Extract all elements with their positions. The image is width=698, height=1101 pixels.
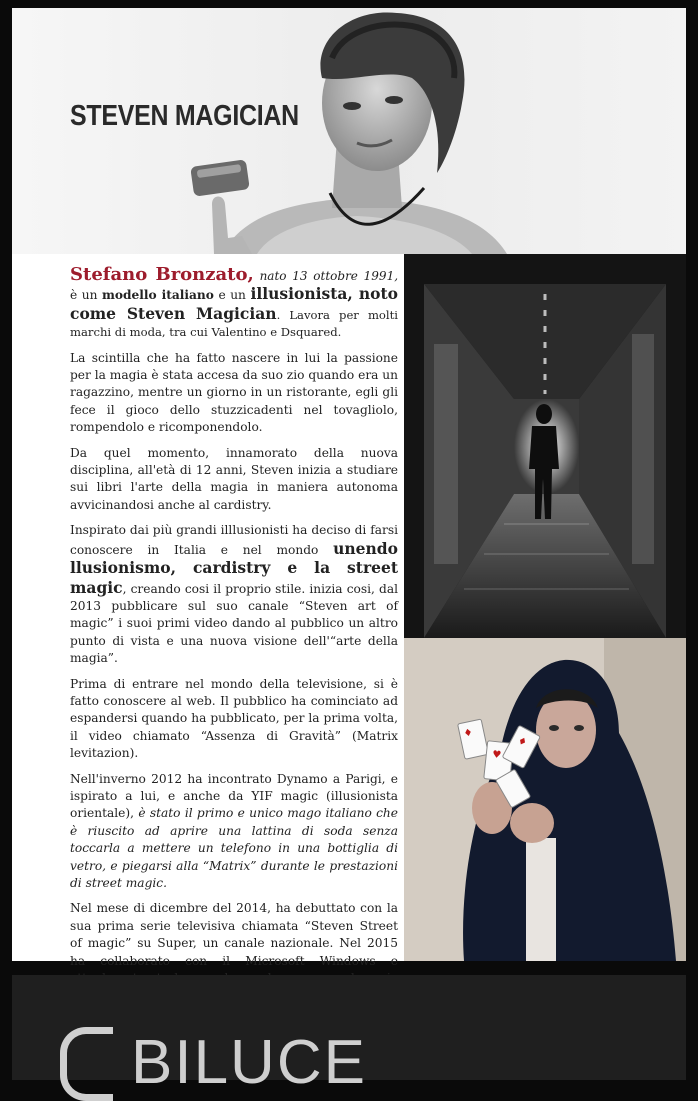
paragraph-text: . Lavora per molti marchi di moda, tra cui Valentino e Dsquared.: [70, 307, 398, 340]
paragraph-text: e un: [218, 288, 246, 303]
brand-mark-icon: [60, 1027, 113, 1101]
portrait-photo-header: [162, 8, 562, 254]
article-body: [70, 266, 398, 1013]
page-title: STEVEN MAGICIAN: [70, 100, 299, 132]
article-paragraph-7: Nel mese di dicembre del 2014, ha debuttato con la sua prima serie televisiva chiamata “Steven Street of magic” su Super, un canale nazionale. Nel 2015 ha collaborato con il Microsoft Windows e: [70, 901, 398, 968]
paragraph-bold: unendo llusionismo, cardistry e la street magic: [70, 538, 398, 597]
birth-date: nato 13 ottobre 1991,: [259, 269, 399, 283]
brand-logo-text: BILUCE: [131, 1028, 367, 1097]
paragraph-bold: modello italiano: [102, 288, 214, 303]
corridor-photo: [404, 254, 686, 638]
svg-text:♦: ♦: [515, 735, 529, 750]
article-paragraph-6: [70, 771, 398, 893]
header-banner: [12, 8, 686, 254]
paragraph-text: è un: [70, 288, 98, 303]
svg-text:♦: ♦: [462, 727, 474, 740]
person-name: Stefano Bronzato,: [70, 264, 254, 285]
article-paragraph-1: [70, 266, 398, 342]
magazine-page: [12, 8, 686, 968]
paragraph-text: Nell'inverno 2012 ha incontrato Dynamo a Parigi, e ispirato a lui, e anche da YIF magic (illusionista orientale),: [70, 771, 398, 821]
svg-text:♥: ♥: [491, 749, 502, 762]
footer-banner: [12, 975, 686, 1097]
paragraph-text: , creando cosi il proprio stile. inizia cosi, dal 2013 pubblicare sul suo canale “Steven art of magic” i suoi primi video dando al pubblico un altro punto di vista e una nuova visione dell'“arte della magia”.: [70, 581, 398, 666]
card-trick-photo: [404, 638, 686, 961]
article-paragraph-2: La scintilla che ha fatto nascere in lui la passione per la magia è stata accesa da suo zio quando era un ragazzino, mentre un giorno in un ristorante, egli gli fece il gioco dello stuzzicadenti nel tovagliolo, rompendolo e ricomponendolo.: [70, 350, 398, 435]
paragraph-text: Inspirato dai più grandi illlusionisti ha deciso di farsi conoscere in Italia e nel mondo: [70, 523, 398, 557]
article-paragraph-3: Da quel momento, innamorato della nuova disciplina, all'età di 12 anni, Steven inizia a studiare sui libri l'arte della magia in maniera autonoma avvicinandosi anche al cardistry.: [70, 445, 398, 512]
brand-logo: [60, 1027, 367, 1101]
paragraph-italic: è stato il primo e unico mago italiano che è riuscito ad aprire una lattina di soda senza toccarla a mettere un telefono in una bottiglia di vetro, e piegarsi alla “Matrix” durante le prestazioni di street magic.: [70, 806, 398, 890]
article-paragraph-4: [70, 522, 398, 667]
paragraph-bold: illusionista, noto come Steven Magician: [70, 284, 398, 323]
article-paragraph-5: Prima di entrare nel mondo della televisione, si è fatto conoscere al web. Il pubblico ha cominciato ad espandersi quando ha pubblicato, per la prima volta, il video chiamato “Assenza di Gravità” (Matrix levitazion).: [70, 676, 398, 761]
